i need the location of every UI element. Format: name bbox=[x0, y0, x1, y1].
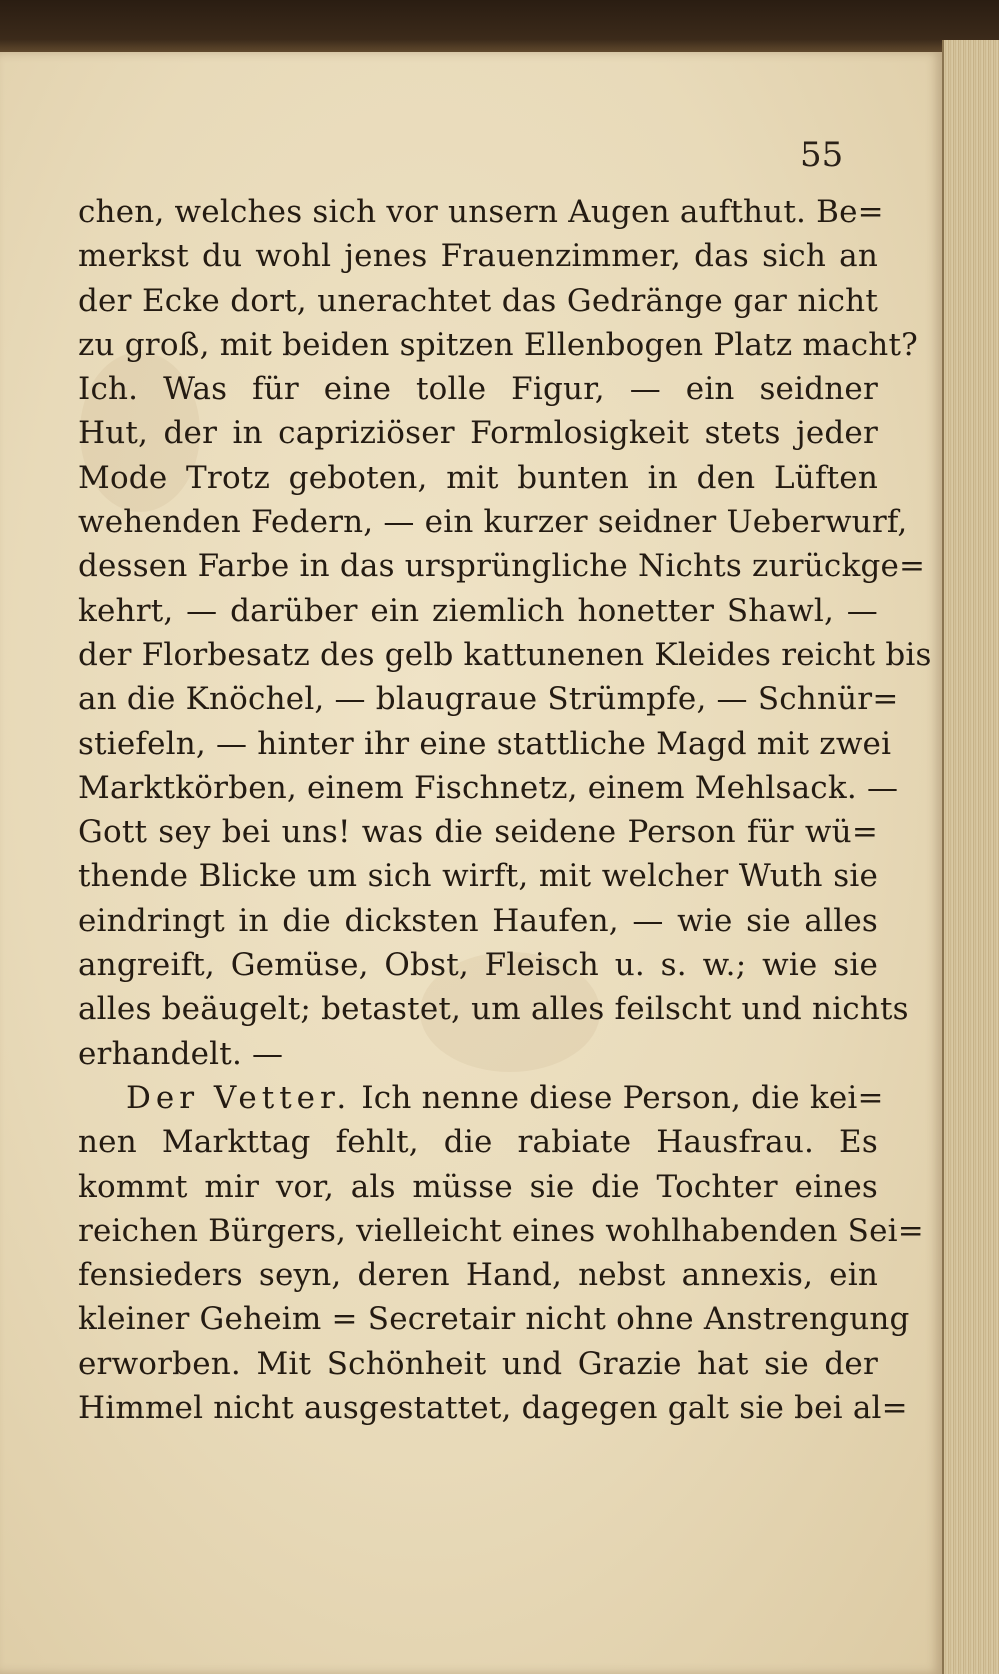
text-line: kleiner Geheim = Secretair nicht ohne Anstrengung bbox=[78, 1301, 910, 1338]
text-line: reichen Bürgers, vielleicht eines wohlhabenden Sei= bbox=[78, 1212, 924, 1249]
text-line: merkst du wohl jenes Frauenzimmer, das sich an bbox=[78, 238, 878, 275]
text-line: an die Knöchel, — blaugraue Strümpfe, — Schnür= bbox=[78, 681, 899, 718]
text-line: kehrt, — darüber ein ziemlich honetter Shawl, — bbox=[78, 592, 878, 629]
speaker-line bbox=[78, 1076, 884, 1120]
text-line: Mode Trotz geboten, mit bunten in den Lüften bbox=[78, 459, 878, 496]
text-line: dessen Farbe in das ursprüngliche Nichts zurückge= bbox=[78, 548, 926, 585]
text-line: Marktkörben, einem Fischnetz, einem Mehlsack. — bbox=[78, 769, 899, 806]
text-line: Himmel nicht ausgestattet, dagegen galt sie bei al= bbox=[78, 1390, 908, 1427]
text-line: erworben. Mit Schönheit und Grazie hat sie der bbox=[78, 1345, 878, 1382]
text-line: Hut, der in capriziöser Formlosigkeit stets jeder bbox=[78, 415, 878, 452]
page-edges bbox=[942, 40, 999, 1674]
text-line: erhandelt. — bbox=[78, 1035, 284, 1072]
text-line: wehenden Federn, — ein kurzer seidner Ueberwurf, bbox=[78, 504, 908, 541]
text-line: angreift, Gemüse, Obst, Fleisch u. s. w.; wie sie bbox=[78, 947, 878, 984]
text-line: stiefeln, — hinter ihr eine stattliche Magd mit zwei bbox=[78, 725, 892, 762]
text-line: zu groß, mit beiden spitzen Ellenbogen Platz macht? bbox=[78, 326, 918, 363]
text-line: nen Markttag fehlt, die rabiate Hausfrau. Es bbox=[78, 1124, 878, 1161]
text-line: eindringt in die dicksten Haufen, — wie sie alles bbox=[78, 902, 878, 939]
book-binding bbox=[0, 0, 999, 56]
text-line: thende Blicke um sich wirft, mit welcher Wuth sie bbox=[78, 858, 878, 895]
text-line: Gott sey bei uns! was die seidene Person für wü= bbox=[78, 814, 878, 851]
text-line: kommt mir vor, als müsse sie die Tochter eines bbox=[78, 1168, 878, 1205]
text-line: alles beäugelt; betastet, um alles feilscht und nichts bbox=[78, 991, 909, 1028]
page-number: 55 bbox=[800, 135, 844, 175]
text-line: fensieders seyn, deren Hand, nebst annexis, ein bbox=[78, 1257, 878, 1294]
body-text bbox=[78, 190, 932, 1430]
text-line: der Florbesatz des gelb kattunenen Kleides reicht bis bbox=[78, 636, 932, 673]
text-line: chen, welches sich vor unsern Augen aufthut. Be= bbox=[78, 194, 884, 230]
text-line: Ich. Was für eine tolle Figur, — ein seidner bbox=[78, 371, 878, 408]
speaker-name: Der Vetter. bbox=[126, 1079, 352, 1116]
text-line: der Ecke dort, unerachtet das Gedränge gar nicht bbox=[78, 282, 878, 319]
speaker-text: Ich nenne diese Person, die kei= bbox=[351, 1079, 884, 1116]
